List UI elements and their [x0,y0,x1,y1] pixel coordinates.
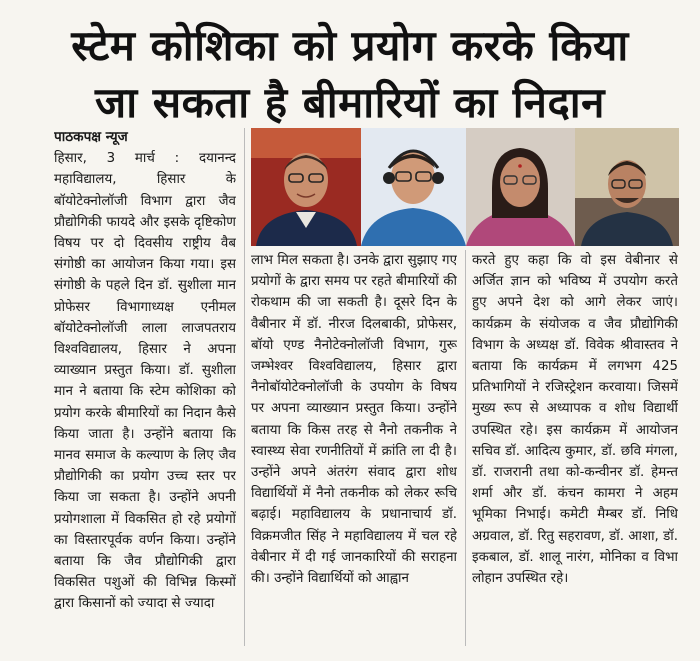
webinar-screenshot-photo [251,128,679,246]
column-divider [465,250,466,646]
column-divider [244,128,245,646]
participant-photo-3 [466,128,575,246]
article-column-2 [251,250,457,648]
headline-line-1: स्टेम कोशिका को प्रयोग करके किया [71,21,629,70]
participant-photo-2 [361,128,466,246]
column-1-text: हिसार, 3 मार्च : दयानन्द महाविद्यालय, हिसार के बॉयोटेक्नोलॉजी विभाग द्वारा जैव प्रौद्योगिकी फायदे और इसके दृष्टिकोण विषय पर दो दिवसीय राष्ट्रीय वैब संगोष्ठी का आयोजन किया गया। इस संगोष्ठी के पहले दिन डॉ. सुशीला मान प्रोफेसर विभागाध्यक्ष एनीमल बॉयोटेक्नोलॉजी लाला लाजपतराय विश्वविद्यालय, हिसार ने अपना व्याख्यान प्रस्तुत किया। डॉ. सुशीला मान ने बताया कि स्टेम कोशिका को प्रयोग करके बीमारियों का निदान कैसे किया जाता है। उन्होंने बताया कि मानव समाज के कल्याण के लिए जैव प्रौद्योगिकी का प्रयोग उच्च स्तर पर किया जा सकता है। उन्होंने अपनी प्रयोगशाला में विकसित हो रहे प्रयोगों का विस्तारपूर्वक वर्णन किया। उन्होंने बताया कि जैव प्रौद्योगिकी द्वारा विकसित पशुओं की विभिन्न किस्मों द्वारा किसानों को ज्यादा से ज्यादा [54,151,236,612]
column-3-text: करते हुए कहा कि वो इस वेबीनार से अर्जित ज्ञान को भविष्य में उपयोग करते हुए अपने देश को आगे लेकर जाएं। कार्यक्रम के संयोजक व जैव प्रौद्योगिकी विभाग के अध्यक्ष डॉ. विवेक श्रीवास्तव ने बताया कि कार्यक्रम में लगभग 425 प्रतिभागियों ने रजिस्ट्रेशन करवाया। जिसमें मुख्य रूप से अध्यापक व शोध विद्यार्थी उपस्थित रहे। इस कार्यक्रम में आयोजन सचिव डॉ. आदित्य कुमार, डॉ. छवि मंगला, डॉ. राजरानी तथा को-कन्वीनर डॉ. हेमन्त शर्मा और डॉ. कंचन कामरा ने अहम भूमिका निभाई। कमेटी मैम्बर डॉ. निधि अग्रवाल, डॉ. रितु सहरावण, डॉ. आशा, डॉ. इकबाल, डॉ. शालू नारंग, मोनिका व विभा लोहान उपस्थित रहे। [472,253,678,587]
article-column-3 [472,250,678,648]
headline-line-2: जा सकता है बीमारियों का निदान [95,78,605,127]
column-2-text: लाभ मिल सकता है। उनके द्वारा सुझाए गए प्रयोगों के द्वारा समय पर रहते बीमारियों की रोकथाम की जा सकती है। दूसरे दिन के वैबीनार में डॉ. नीरज दिलबाकी, प्रोफेसर, बॉयो एण्ड नैनोटेक्नोलॉजी विभाग, गुरू जम्भेश्वर विश्वविद्यालय, हिसार द्वारा नैनोबॉयोटेक्नोलॉजी के उपयोग के विषय पर अपना व्याख्यान प्रस्तुत किया। उन्होंने बताया कि किस तरह से नैनो तकनीक ने स्वास्थ्य सेवा रणनीतियों में क्रांति ला दी है। उन्होंने अपने अंतरंग संवाद द्वारा शोध विद्यार्थियों में नैनो तकनीक को लेकर रूचि बढ़ाई। महाविद्यालय के प्रधानाचार्य डॉ. विक्रमजीत सिंह ने महाविद्यालय में चल रहे वेबीनार में दी गई जानकारियों की सराहना की। उन्होंने विद्यार्थियों को आह्वान [251,253,457,587]
article-column-1 [54,127,236,647]
byline: पाठकपक्ष न्यूज [54,129,128,145]
participant-photo-1 [251,128,361,246]
participant-photo-4 [575,128,679,246]
